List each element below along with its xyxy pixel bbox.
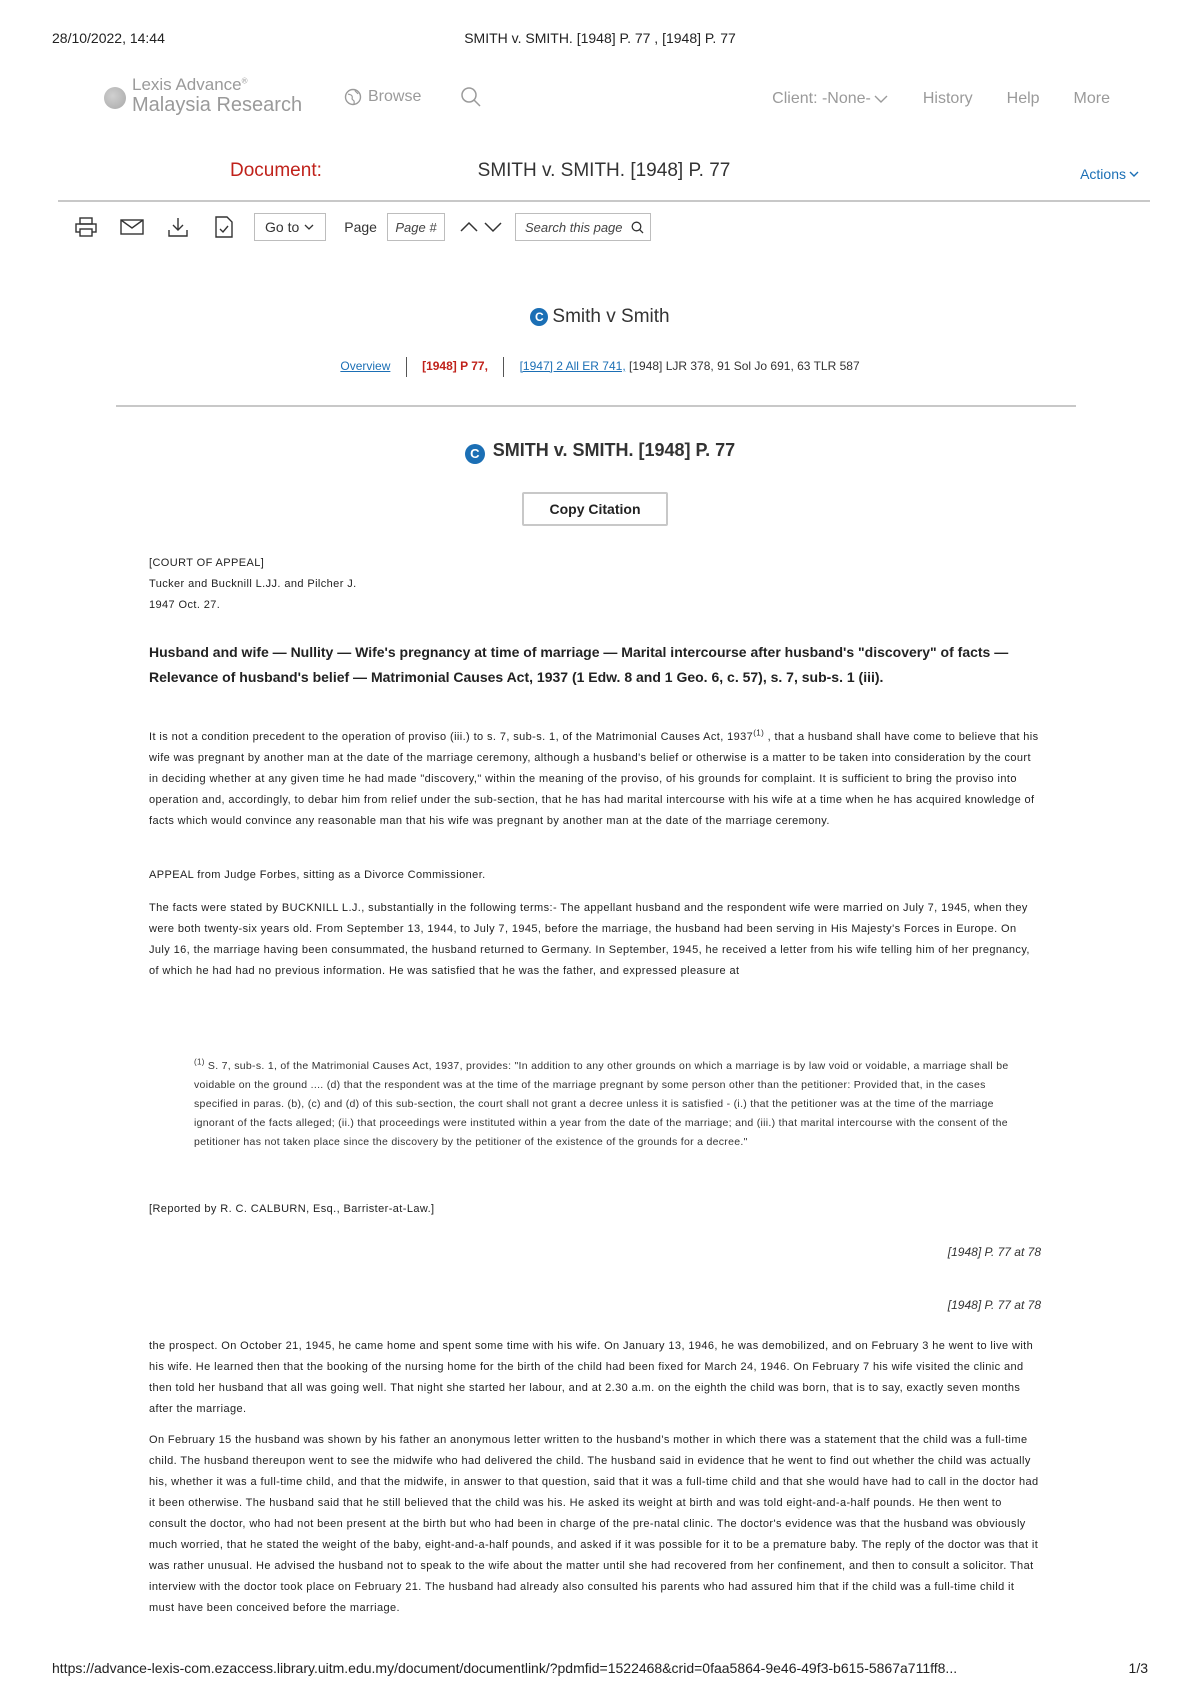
browse-menu[interactable] bbox=[344, 88, 421, 106]
judgment-date: 1947 Oct. 27. bbox=[149, 599, 221, 611]
court-name: [COURT OF APPEAL] bbox=[149, 557, 265, 569]
previous-page-icon[interactable] bbox=[459, 221, 479, 233]
headnote-part-b: , that a husband shall have come to believe that his wife was pregnant by another man at the date of the marriage ceremony, although a husband's belief or otherwise is a matter to be taken into consideration by the court in deciding whether at any given time he had made "discovery," within the meaning of the proviso, of his grounds for complaint. It is sufficient to bring the proviso into operation and, accordingly, to debar him from relief under the sub-section, that he has had marital intercourse with his wife at a time when he has acquired knowledge of facts which would convince any reasonable man that his wife was pregnant by another man at the date of the marriage ceremony. bbox=[149, 731, 1039, 827]
case-header bbox=[0, 306, 1200, 328]
document-bar bbox=[58, 158, 1150, 202]
print-header bbox=[52, 30, 1148, 50]
document-save-icon bbox=[215, 216, 233, 238]
search-icon bbox=[460, 86, 482, 108]
browse-label: Browse bbox=[368, 88, 422, 105]
more-link[interactable]: More bbox=[1073, 90, 1110, 107]
chevron-down-icon bbox=[303, 223, 315, 231]
email-icon bbox=[120, 219, 144, 235]
court-info bbox=[149, 553, 1041, 616]
page-number-input[interactable]: Page # bbox=[387, 213, 445, 241]
footnote bbox=[194, 1057, 1026, 1152]
page-nav-arrows bbox=[459, 221, 503, 233]
case-name bbox=[530, 306, 669, 328]
nav-search-button[interactable] bbox=[460, 86, 482, 113]
client-selector[interactable] bbox=[772, 90, 889, 108]
header-divider bbox=[116, 405, 1076, 407]
search-this-page-placeholder: Search this page bbox=[524, 219, 623, 235]
download-button[interactable] bbox=[166, 215, 190, 239]
top-navigation bbox=[104, 76, 1110, 126]
case-status-icon: C bbox=[530, 308, 548, 326]
footnote-ref[interactable]: (1) bbox=[753, 728, 765, 738]
copy-citation-button[interactable]: Copy Citation bbox=[522, 492, 668, 526]
lexis-logo[interactable] bbox=[104, 76, 302, 116]
parallel-citations bbox=[0, 357, 1200, 377]
document-toolbar bbox=[74, 211, 651, 243]
client-label: Client: -None- bbox=[772, 90, 871, 107]
history-link[interactable]: History bbox=[922, 90, 973, 107]
page-reference: [1948] P. 77 at 78 bbox=[947, 1298, 1041, 1312]
actions-menu[interactable] bbox=[1080, 166, 1140, 182]
lexis-logo-icon bbox=[104, 87, 126, 109]
print-title: SMITH v. SMITH. [1948] P. 77 , [1948] P. 77 bbox=[464, 30, 736, 46]
overview-link[interactable]: Overview bbox=[340, 359, 391, 374]
footnote-marker: (1) bbox=[194, 1057, 205, 1067]
nav-right-menu bbox=[772, 90, 1110, 108]
logo-line-2: Malaysia Research bbox=[132, 94, 303, 116]
citation-divider bbox=[406, 357, 407, 377]
logo-registered: ® bbox=[241, 76, 248, 86]
current-citation: [1948] P 77, bbox=[422, 359, 488, 374]
footnote-text: S. 7, sub-s. 1, of the Matrimonial Causes Act, 1937, provides: "In addition to any other grounds on which a marriage is by law void or voidable, a marriage shall be voidable on the ground .... (d) that the respondent was at the time of the marriage pregnant by some person other than the petitioner: Provided that, in the cases specified in paras. (b), (c) and (d) of this sub-section, the court shall not grant a decree unless it is satisfied - (i.) that the petitioner was at the time of the marriage ignorant of the facts alleged; (ii.) that proceedings were instituted within a year from the date of the marriage; and (iii.) that marital intercourse with the consent of the petitioner has not taken place since the discovery by the petitioner of the existence of the grounds for a decree." bbox=[194, 1060, 1009, 1148]
actions-label: Actions bbox=[1080, 166, 1126, 182]
save-to-folder-button[interactable] bbox=[212, 215, 236, 239]
headnote bbox=[149, 727, 1041, 832]
judges: Tucker and Bucknill L.JJ. and Pilcher J. bbox=[149, 578, 357, 590]
document-heading-text: SMITH v. SMITH. [1948] P. 77 bbox=[492, 440, 736, 460]
citation-divider bbox=[503, 357, 504, 377]
goto-dropdown[interactable] bbox=[254, 213, 326, 241]
print-datetime: 28/10/2022, 14:44 bbox=[52, 30, 165, 46]
facts-paragraph: The facts were stated by BUCKNILL L.J., substantially in the following terms:- The appellant husband and the respondent wife were married on July 7, 1945, when they were both twenty-six years old. From September 13, 1944, to July 7, 1945, before the marriage, the husband had been serving in His Majesty's Forces in Europe. On July 16, the marriage having been consummated, the husband returned to Germany. In September, 1945, he received a letter from his wife telling him of her pregnancy, of which he had had no previous information. He was satisfied that he was the father, and expressed pleasure at bbox=[149, 902, 1030, 977]
print-url: https://advance-lexis-com.ezaccess.library.uitm.edu.my/document/documentlink/?pdmfid=1522468&crid=0faa5864-9e46-49f3-b615-5867a711ff8... bbox=[52, 1660, 958, 1676]
all-er-citation-link[interactable]: [1947] 2 All ER 741, bbox=[519, 359, 626, 374]
document-heading bbox=[0, 440, 1200, 464]
search-this-page-input[interactable] bbox=[515, 213, 651, 241]
print-button[interactable] bbox=[74, 215, 98, 239]
chevron-down-icon bbox=[873, 94, 889, 104]
body-paragraph: the prospect. On October 21, 1945, he came home and spent some time with his wife. On January 13, 1946, he was demobilized, and on February 3 he went to live with his wife. He learned then that the booking of the nursing home for the birth of the child had been fixed for March 24, 1946. On February 7 his wife visited the clinic and then told her husband that all was going well. That night she started her labour, and at 2.30 a.m. on the eighth the child was born, that is to say, exactly seven months after the marriage. bbox=[149, 1340, 1034, 1415]
other-citations: [1948] LJR 378, 91 Sol Jo 691, 63 TLR 587 bbox=[625, 359, 860, 374]
logo-line-1: Lexis Advance bbox=[132, 75, 242, 94]
page-label: Page bbox=[344, 219, 377, 235]
goto-label: Go to bbox=[265, 219, 300, 235]
print-icon bbox=[75, 217, 97, 237]
case-name-text: Smith v Smith bbox=[552, 306, 670, 327]
email-button[interactable] bbox=[120, 215, 144, 239]
document-title: SMITH v. SMITH. [1948] P. 77 bbox=[477, 160, 731, 181]
help-link[interactable]: Help bbox=[1006, 90, 1040, 107]
catchwords: Husband and wife — Nullity — Wife's pregnancy at time of marriage — Marital intercourse after husband's "discovery" of facts — Relevance of husband's belief — Matrimonial Causes Act, 1937 (1 Edw. 8 and 1 Geo. 6, c. 57), s. 7, sub-s. 1 (iii). bbox=[149, 644, 1009, 685]
next-page-icon[interactable] bbox=[483, 221, 503, 233]
case-status-icon: C bbox=[465, 444, 485, 464]
globe-icon bbox=[344, 88, 362, 106]
document-label: Document: bbox=[230, 160, 322, 181]
print-page-number: 1/3 bbox=[1128, 1660, 1148, 1676]
search-icon bbox=[631, 221, 644, 234]
appeal-line: APPEAL from Judge Forbes, sitting as a Divorce Commissioner. bbox=[149, 869, 486, 881]
headnote-part-a: It is not a condition precedent to the operation of proviso (iii.) to s. 7, sub-s. 1, of the Matrimonial Causes Act, 1937 bbox=[149, 731, 754, 743]
chevron-down-icon bbox=[1128, 170, 1140, 178]
download-icon bbox=[167, 217, 189, 237]
reporter-line: [Reported by R. C. CALBURN, Esq., Barrister-at-Law.] bbox=[149, 1203, 435, 1215]
page-reference: [1948] P. 77 at 78 bbox=[947, 1245, 1041, 1259]
body-paragraph: On February 15 the husband was shown by his father an anonymous letter written to the husband's mother in which there was a statement that the child was a full-time child. The husband thereupon went to see the midwife who had delivered the child. The husband said in evidence that he went to find out whether the child was actually his, whether it was a full-time child, and that the midwife, in answer to that question, said that it was a full-time child and that she would have had to call in the doctor had it been otherwise. The husband said that he still believed that the child was his. He asked its weight at birth and was told eight-and-a-half pounds. He then went to consult the doctor, who had not been present at the birth but who had been in charge of the pre-natal clinic. The doctor's evidence was that the husband was obviously much worried, that he stated the weight of the baby, eight-and-a-half pounds, and asked if it was possible for it to be a premature baby. The reply of the doctor was that it was rather unusual. He advised the husband not to speak to the wife about the matter until she had recovered from her confinement, and then to consult a solicitor. That interview with the doctor took place on February 21. The husband had already also consulted his parents who had assured him that if the child was a full-time child it must have been conceived before the marriage. bbox=[149, 1434, 1039, 1614]
